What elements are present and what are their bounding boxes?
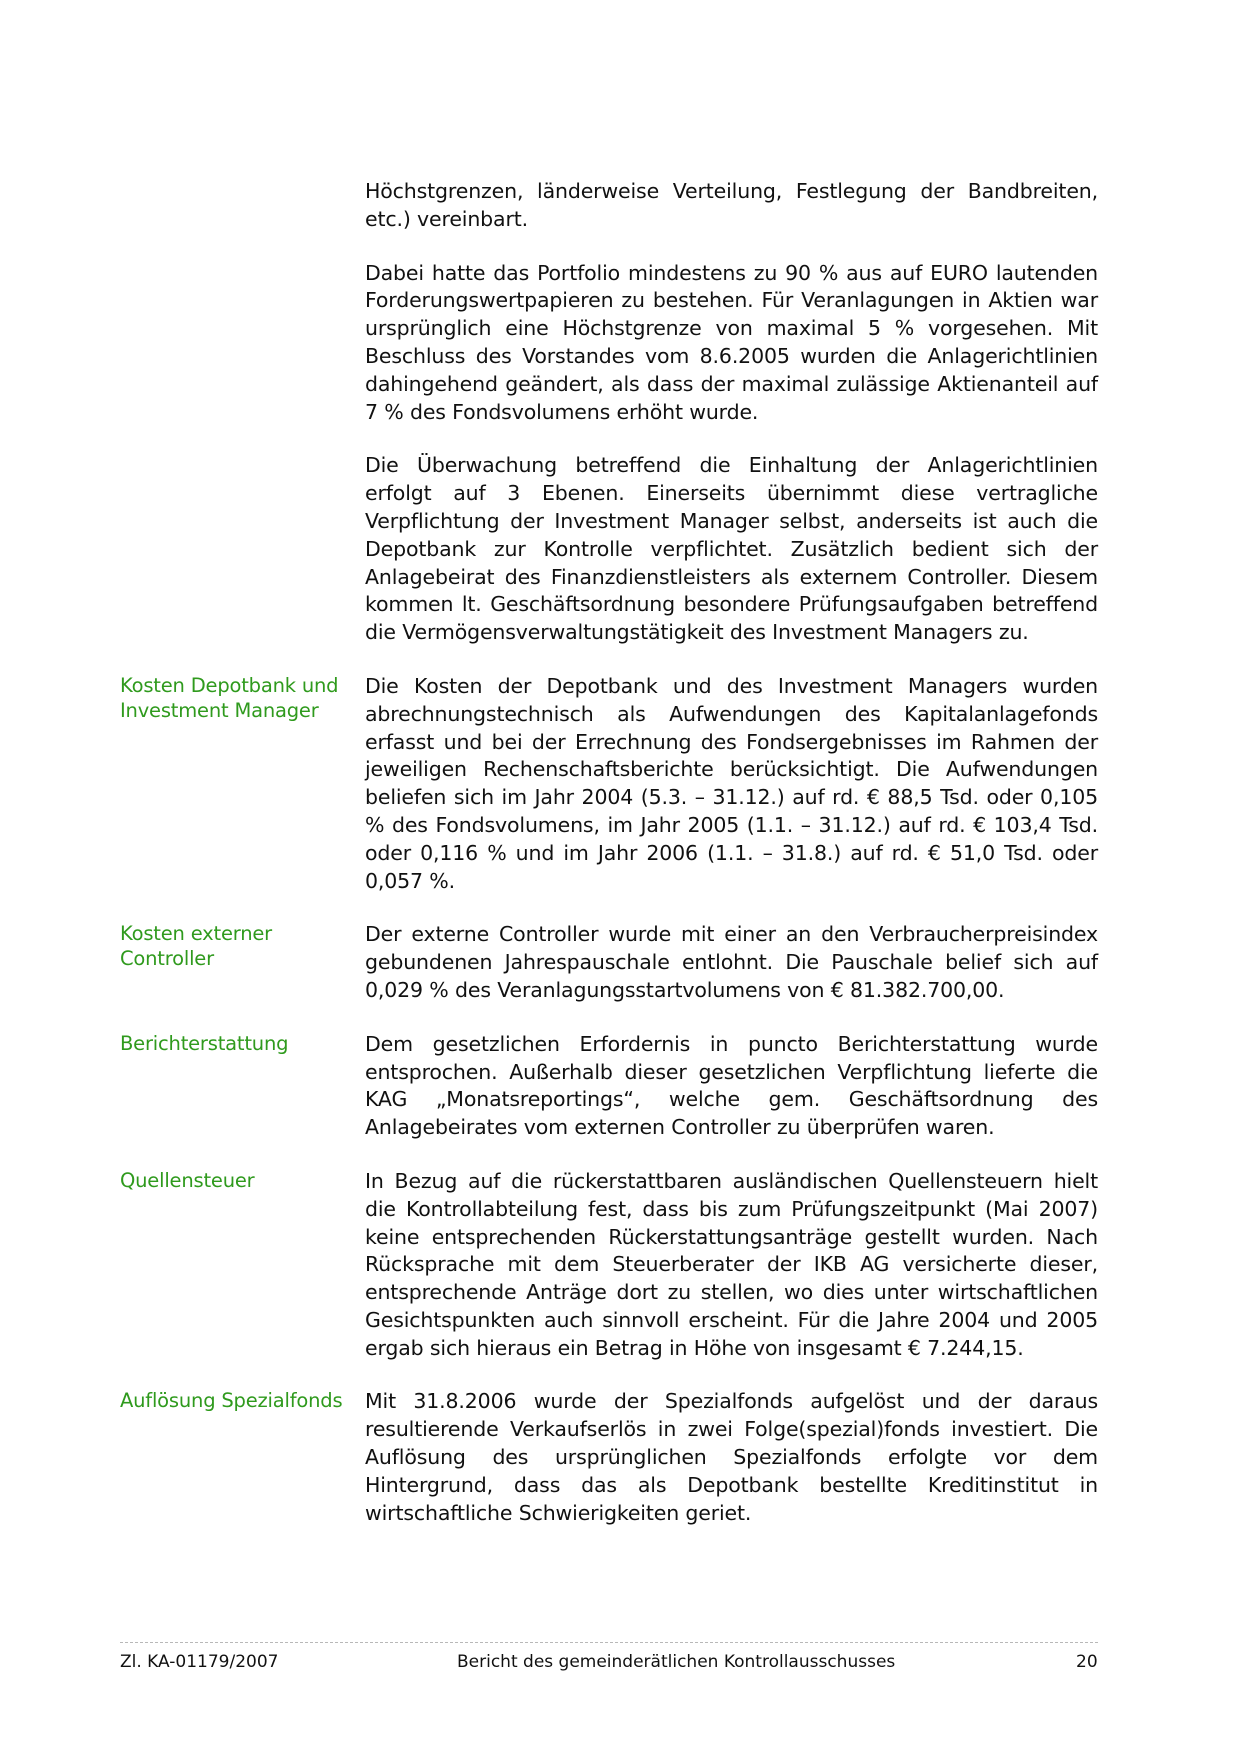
paragraph-text-reporting: Dem gesetzlichen Erfordernis in puncto Berichterstattung wurde entsprochen. Außerhalb dieser gesetzlichen Verpflichtung lieferte die KAG „Monatsreportings“, welche gem. Geschäftsordnung des Anlagebeirates vom externen Controller zu überprüfen waren. — [365, 1031, 1098, 1140]
document-body — [0, 178, 1240, 1553]
paragraph-row-costs-depotbank — [0, 673, 1240, 895]
paragraph-text: Höchstgrenzen, länderweise Verteilung, Festlegung der Bandbreiten, etc.) vereinbart. — [365, 179, 1098, 231]
side-label-costs-depotbank: Kosten Depotbank und Investment Manager — [120, 673, 339, 722]
footer-title: Bericht des gemeinderätlichen Kontrollausschusses — [457, 1652, 896, 1672]
paragraph-row-3 — [0, 452, 1240, 647]
paragraph-text-withholding-tax: In Bezug auf die rückerstattbaren ausländischen Quellensteuern hielt die Kontrollabteilung fest, dass bis zum Prüfungszeitpunkt (Mai 2007) keine entsprechenden Rückerstattungsanträge gestellt wurden. Nach Rücksprache mit dem Steuerberater der IKB AG versicherte dieser, entsprechende Anträge dort zu stellen, wo dies unter wirtschaftlichen Gesichtspunkten auch sinnvoll erscheint. Für die Jahre 2004 und 2005 ergab sich hieraus ein Betrag in Höhe von insgesamt € 7.244,15. — [365, 1168, 1098, 1360]
footer-divider — [120, 1642, 1098, 1643]
side-label-costs-controller: Kosten externer Controller — [120, 922, 272, 971]
paragraph-row-fund-dissolution — [0, 1388, 1240, 1527]
paragraph-text-costs-depotbank: Die Kosten der Depotbank und des Investment Managers wurden abrechnungstechnisch als Aufwendungen des Kapitalanlagefonds erfasst und bei der Errechnung des Fondsergebnisses im Rahmen der jeweiligen Rechenschaftsberichte berücksichtigt. Die Aufwendungen beliefen sich im Jahr 2004 (5.3. – 31.12.) auf rd. € 88,5 Tsd. oder 0,105 % des Fondsvolumens, im Jahr 2005 (1.1. – 31.12.) auf rd. € 103,4 Tsd. oder 0,116 % und im Jahr 2006 (1.1. – 31.8.) auf rd. € 51,0 Tsd. oder 0,057 %. — [365, 673, 1098, 893]
paragraph-row-costs-controller — [0, 921, 1240, 1004]
paragraph-text: Die Überwachung betreffend die Einhaltung der Anlagerichtlinien erfolgt auf 3 Ebenen. Einerseits übernimmt diese vertragliche Verpflichtung der Investment Manager selbst, anderseits ist auch die Depotbank zur Kontrolle verpflichtet. Zusätzlich bedient sich der Anlagebeirat des Finanzdienstleisters als externem Controller. Diesem kommen lt. Geschäftsordnung besondere Prüfungsaufgaben betreffend die Vermögensverwaltungstätigkeit des Investment Managers zu. — [365, 453, 1098, 645]
side-label-withholding-tax: Quellensteuer — [120, 1168, 255, 1192]
paragraph-row-1 — [0, 178, 1240, 234]
paragraph-row-withholding-tax — [0, 1168, 1240, 1363]
page-number: 20 — [1076, 1652, 1098, 1672]
paragraph-text: Dabei hatte das Portfolio mindestens zu 90 % aus auf EURO lautenden Forderungswertpapieren zu bestehen. Für Veranlagungen in Aktien war ursprünglich eine Höchstgrenze von maximal 5 % vorgesehen. Mit Beschluss des Vorstandes vom 8.6.2005 wurden die Anlagerichtlinien dahingehend geändert, als dass der maximal zulässige Aktienanteil auf 7 % des Fondsvolumens erhöht wurde. — [365, 260, 1098, 424]
paragraph-text-costs-controller: Der externe Controller wurde mit einer an den Verbraucherpreisindex gebundenen Jahrespauschale entlohnt. Die Pauschale belief sich auf 0,029 % des Veranlagungsstartvolumens von € 81.382.700,00. — [365, 922, 1098, 1002]
side-label-fund-dissolution: Auflösung Spezialfonds — [120, 1389, 343, 1413]
paragraph-text-fund-dissolution: Mit 31.8.2006 wurde der Spezialfonds aufgelöst und der daraus resultierende Verkaufserlös in zwei Folge(spezial)fonds investiert. Die Auflösung des ursprünglichen Spezialfonds erfolgte vor dem Hintergrund, dass das als Depotbank bestellte Kreditinstitut in wirtschaftliche Schwierigkeiten geriet. — [365, 1389, 1098, 1525]
paragraph-row-2 — [0, 260, 1240, 427]
paragraph-row-reporting — [0, 1031, 1240, 1142]
side-label-reporting: Berichterstattung — [120, 1031, 289, 1055]
footer-reference: Zl. KA-01179/2007 — [120, 1652, 279, 1672]
